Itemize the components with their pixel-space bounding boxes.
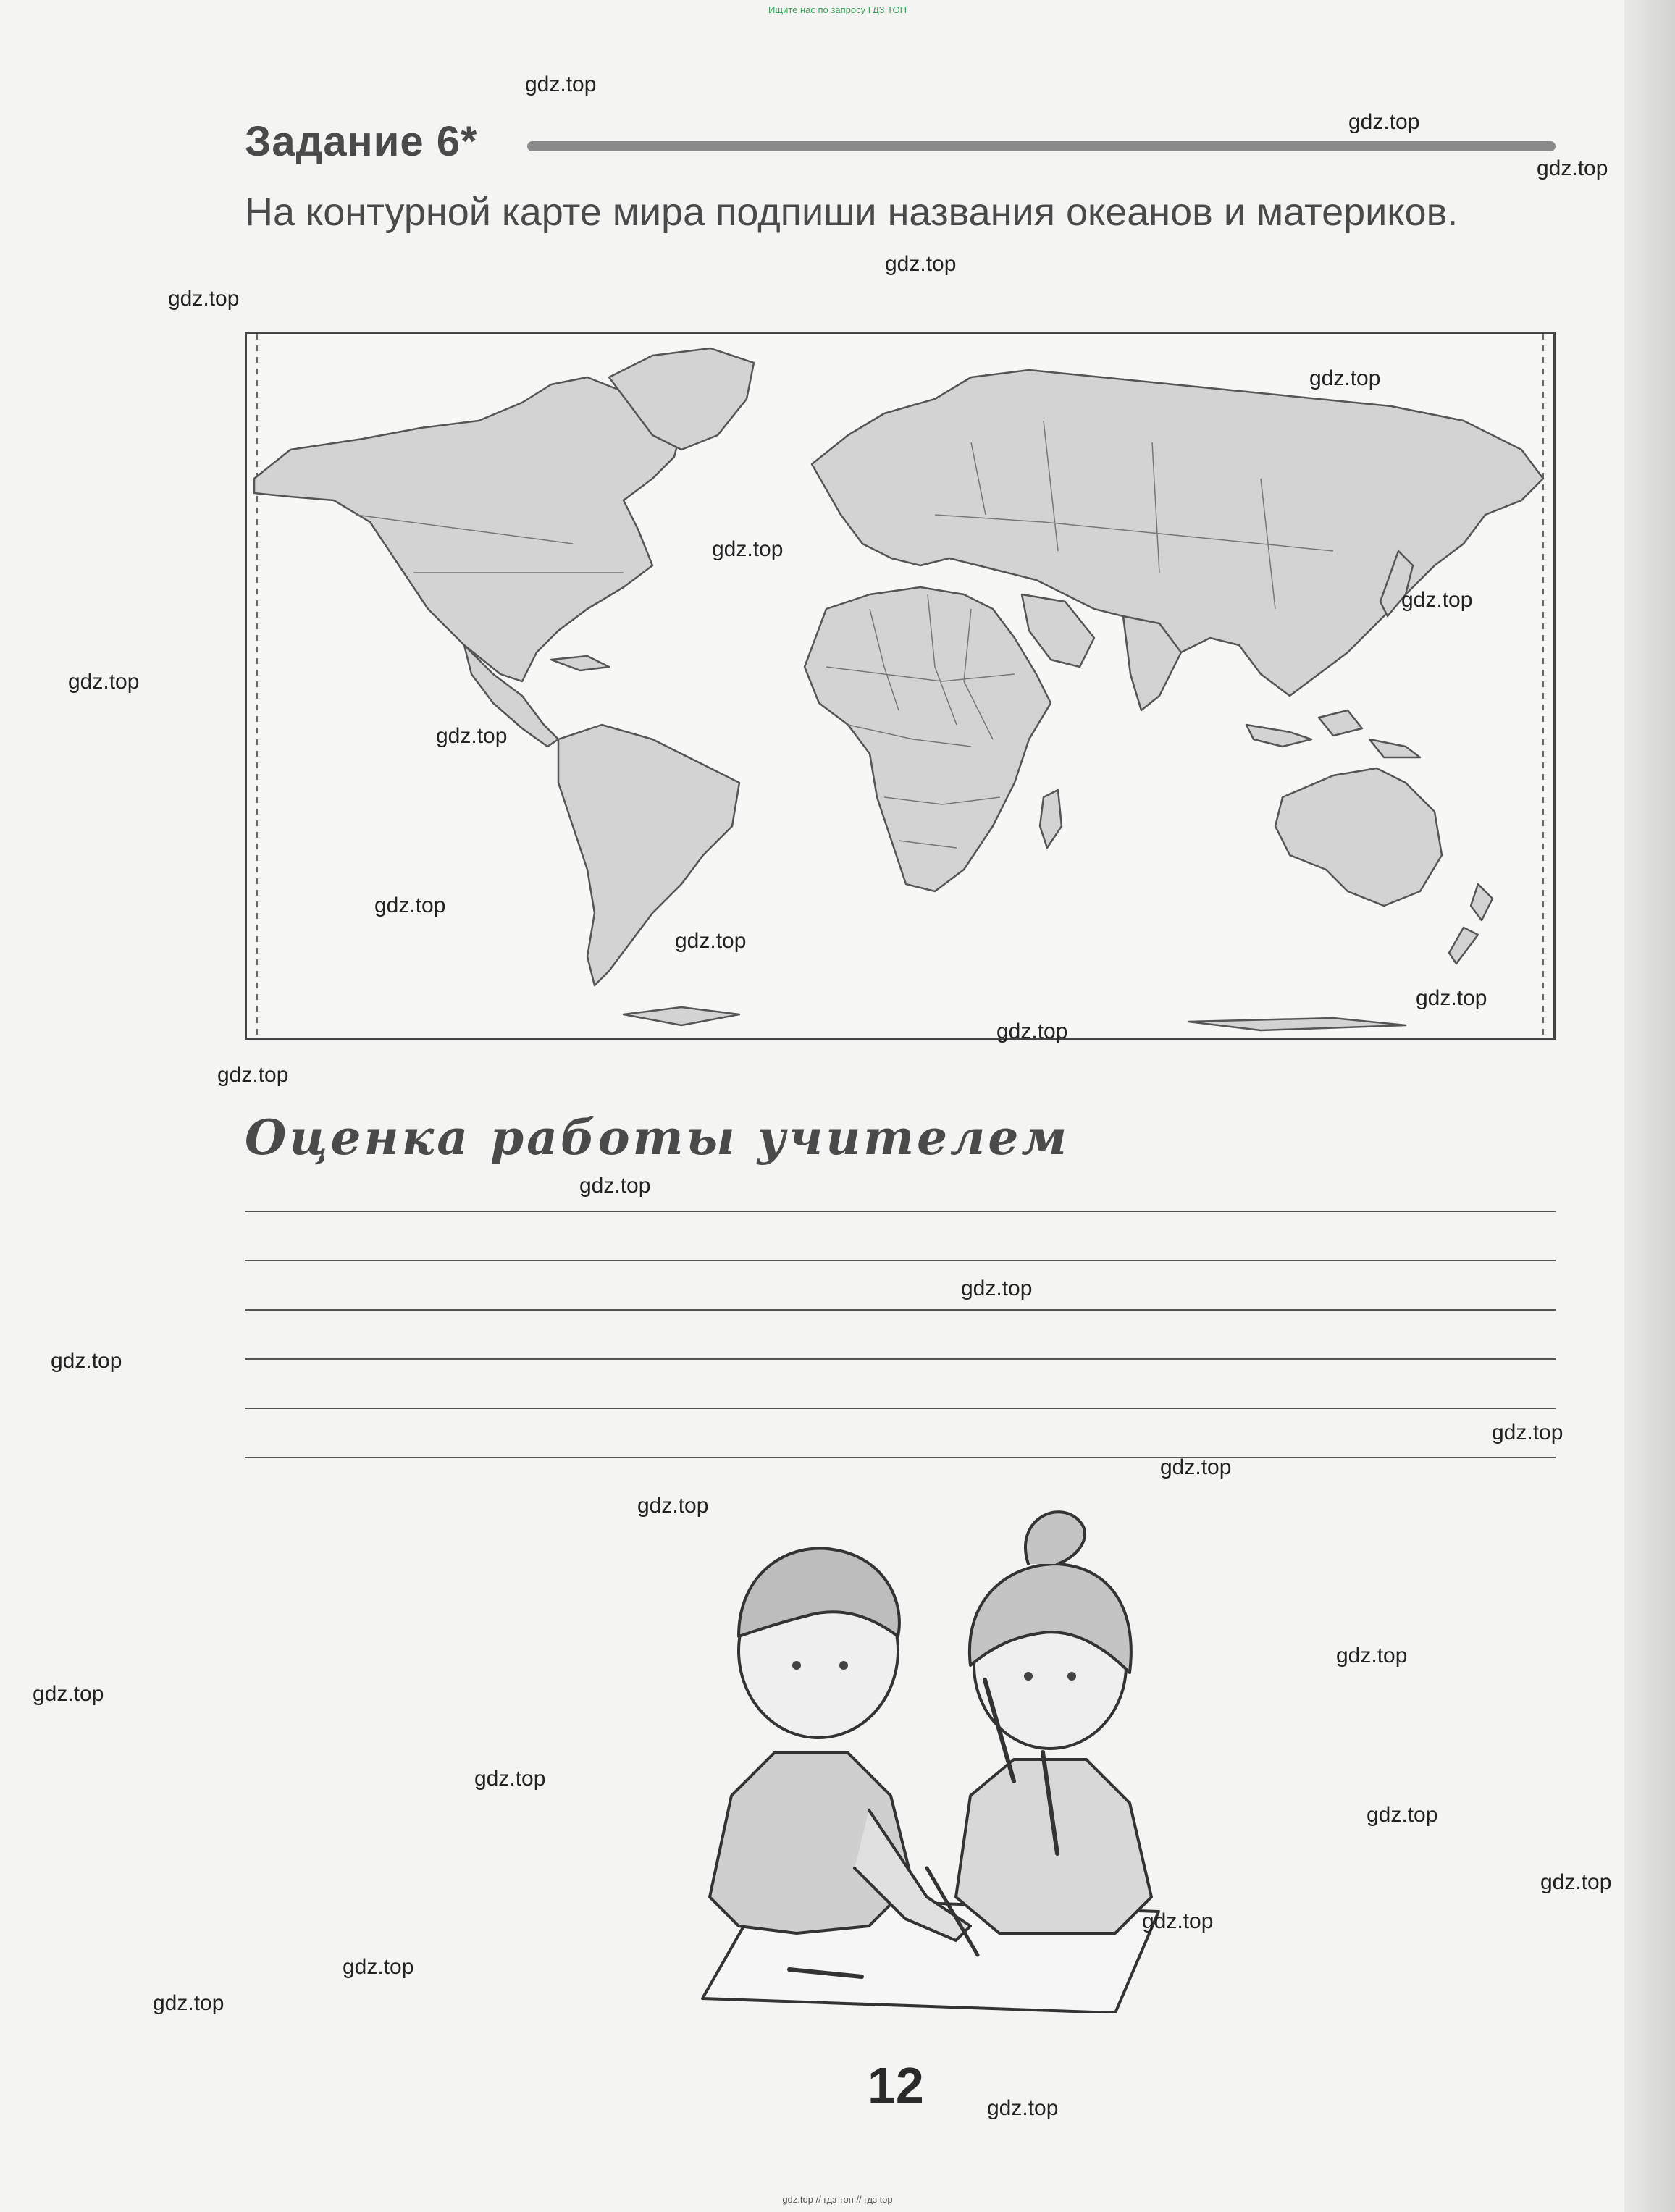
watermark-text: gdz.top [1367,1803,1438,1827]
watermark-text: gdz.top [1142,1909,1214,1933]
arabian-peninsula [1022,594,1094,667]
watermark-text: gdz.top [1309,366,1381,390]
watermark-text: gdz.top [996,1019,1068,1043]
writing-line[interactable] [245,1408,1556,1409]
madagascar-island [1040,790,1062,848]
watermark-text: gdz.top [637,1494,709,1518]
world-contour-map [245,332,1556,1040]
watermark-text: gdz.top [1492,1421,1563,1444]
watermark-text: gdz.top [474,1767,546,1791]
watermark-text: gdz.top [1416,986,1487,1010]
task-instruction: На контурной карте мира подпиши названия океанов и материков. [245,190,1458,234]
watermark-text: gdz.top [579,1174,651,1198]
watermark-text: gdz.top [51,1349,122,1373]
new-zealand-islands [1449,884,1493,964]
watermark-text: gdz.top [374,893,446,917]
watermark-text: gdz.top [987,2096,1059,2120]
watermark-text: gdz.top [436,724,508,748]
writing-line[interactable] [245,1260,1556,1261]
grade-title: Оценка работы учителем [245,1109,1070,1166]
watermark-text: gdz.top [675,929,747,953]
watermark-text: gdz.top [712,537,784,561]
writing-line[interactable] [245,1358,1556,1360]
caribbean-islands [551,656,609,670]
watermark-text: gdz.top [217,1063,289,1087]
watermark-text: gdz.top [525,72,597,96]
indonesia-islands [1246,710,1420,757]
writing-line[interactable] [245,1211,1556,1212]
watermark-text: gdz.top [1537,156,1608,180]
girl-ponytail [1025,1512,1085,1564]
africa-landmass [805,587,1051,891]
watermark-text: gdz.top [1160,1455,1232,1479]
watermark-text: gdz.top [33,1682,104,1706]
watermark-text: gdz.top [1336,1644,1408,1668]
task-title: Задание 6* [245,118,478,165]
writing-line[interactable] [245,1457,1556,1458]
watermark-text: gdz.top [343,1955,414,1979]
watermark-text: gdz.top [961,1277,1033,1300]
watermark-text: gdz.top [885,252,957,276]
watermark-text: gdz.top [168,287,240,311]
girl-figure [956,1759,1151,1933]
task-title-rule [527,141,1556,151]
watermark-text: gdz.top [153,1991,224,2015]
header-note: Ищите нас по запросу ГДЗ ТОП [768,4,907,15]
page-number: 12 [868,2057,924,2114]
children-drawing-illustration [652,1492,1217,2013]
watermark-text: gdz.top [1348,110,1420,134]
australia-landmass [1275,768,1442,906]
watermark-text: gdz.top [68,670,140,694]
watermark-text: gdz.top [1540,1870,1612,1894]
writing-line[interactable] [245,1309,1556,1311]
page-edge-shadow [1624,0,1675,2212]
watermark-text: gdz.top [1401,588,1473,612]
footer-note: gdz.top // гдз топ // гдз top [782,2194,893,2205]
